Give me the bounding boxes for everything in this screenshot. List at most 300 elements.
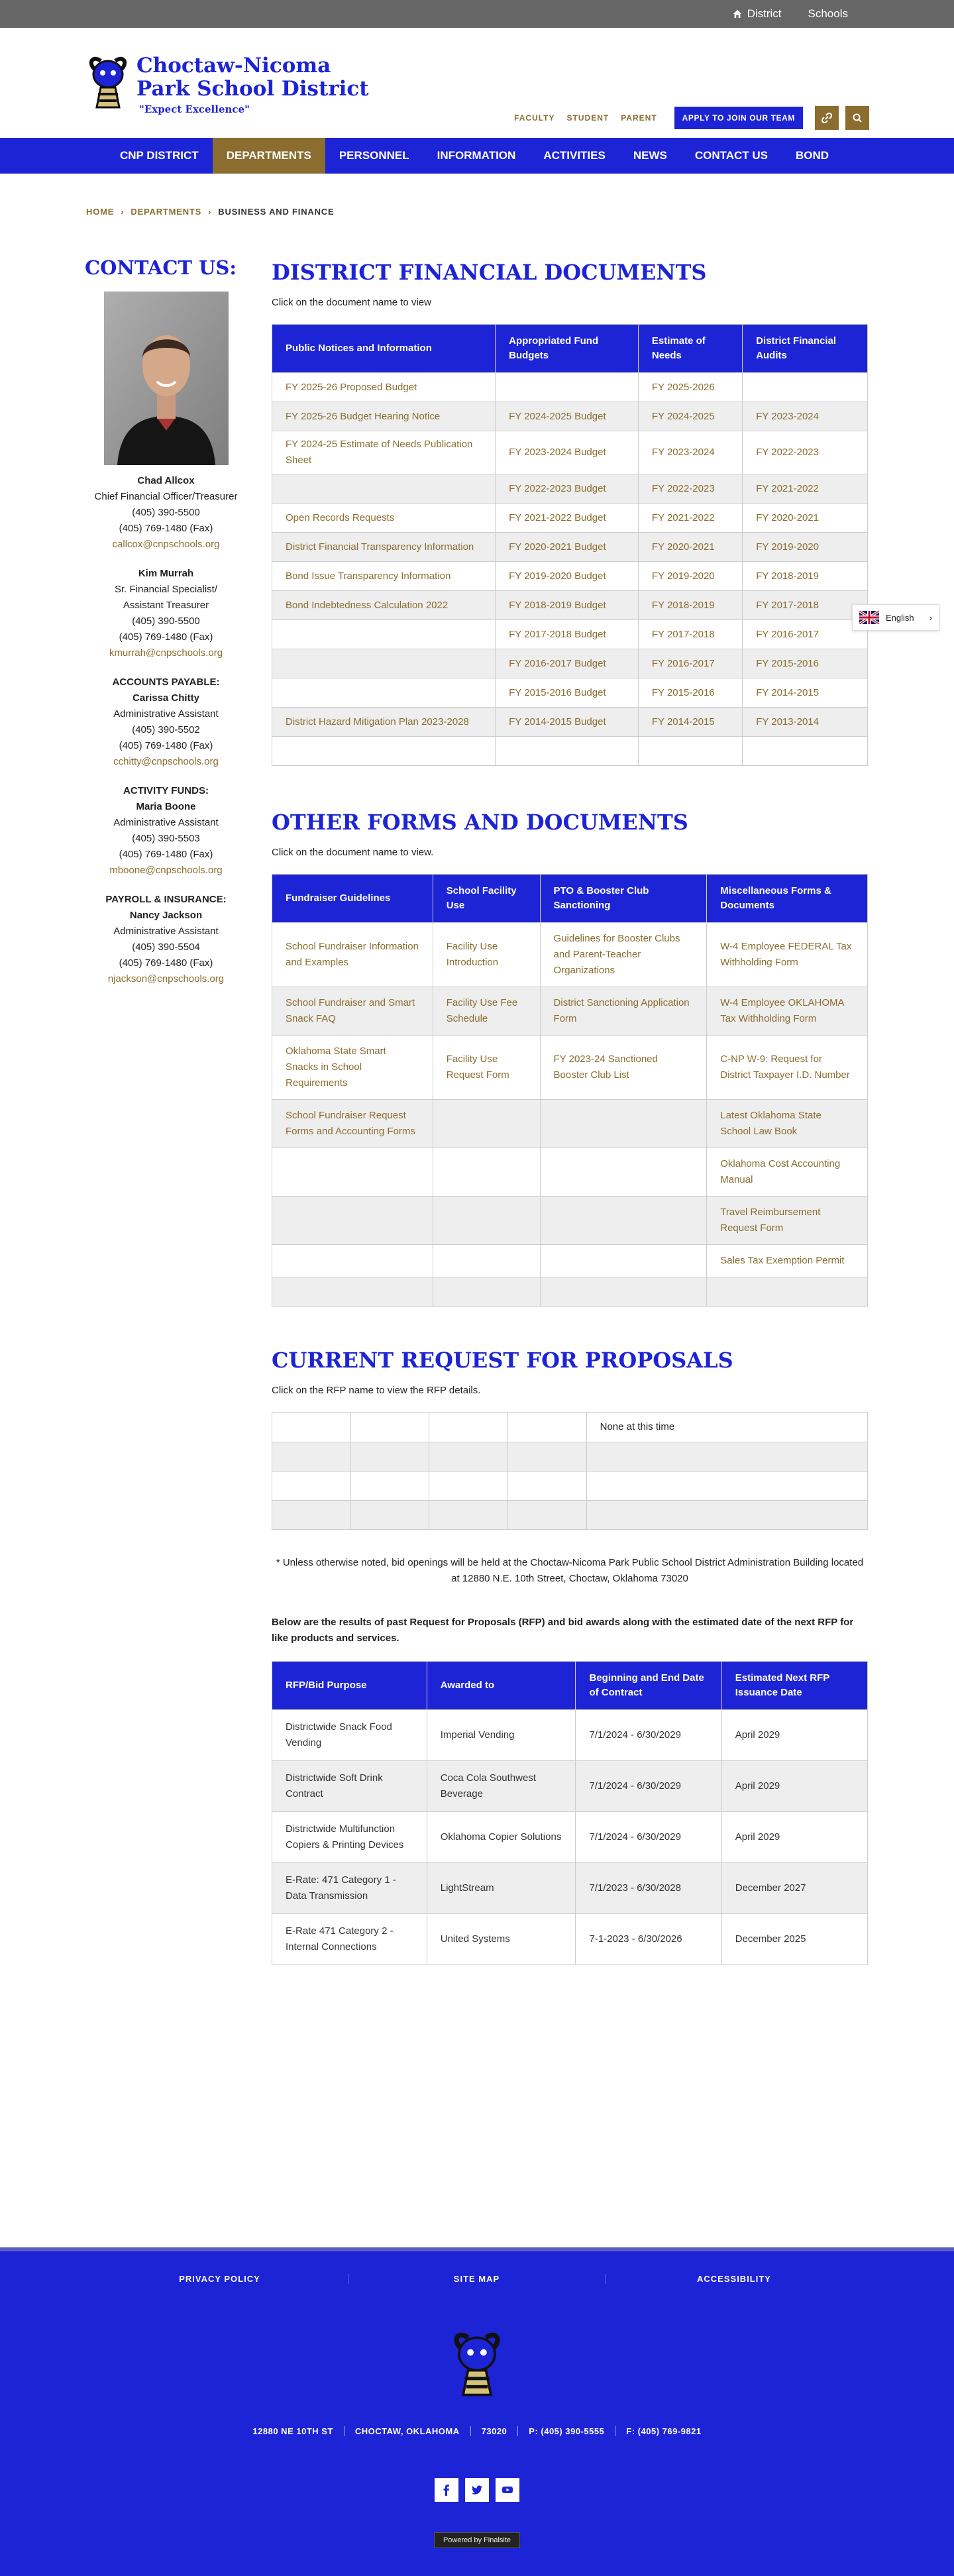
document-link[interactable]: FY 2021-2022 Budget [509,511,606,523]
financial-title: DISTRICT FINANCIAL DOCUMENTS [272,260,707,285]
table-cell [496,708,639,737]
chevron-right-icon: › [121,207,125,217]
document-link[interactable]: FY 2014-2015 [756,686,819,698]
table-cell [540,1036,707,1100]
footer-links [0,2251,954,2284]
table-cell [638,678,742,708]
table-row [272,987,868,1036]
table-cell [272,1245,433,1277]
table-row [272,1100,868,1148]
document-link[interactable]: FY 2016-2017 [651,657,715,669]
document-link[interactable]: FY 2017-2018 [756,599,819,611]
document-link[interactable]: FY 2015-2016 [756,657,819,669]
table-cell: Districtwide Snack Food Vending [272,1710,427,1761]
document-link[interactable]: Facility Use Request Form [446,1053,509,1081]
table-cell [496,591,639,620]
table-cell [707,1197,868,1245]
document-link[interactable]: School Fundraiser Request Forms and Accounting Forms [286,1110,415,1137]
table-cell [433,1277,540,1307]
contact-chad-allcox: Chad Allcox Chief Financial Officer/Treasurer (405) 390-5500 (405) 769-1480 (Fax) callcox@cnpschools.org [94,475,238,550]
uk-flag-icon [859,611,879,624]
table-cell [496,402,639,431]
rfp-title: CURRENT REQUEST FOR PROPOSALS [272,1348,733,1373]
document-link[interactable]: FY 2024-2025 [651,410,715,422]
table-row [272,1148,868,1197]
table-cell: 7/1/2024 - 6/30/2029 [576,1812,721,1863]
chevron-right-icon: › [208,207,212,217]
table-row [272,591,868,620]
table-cell: LightStream [427,1863,576,1914]
district-name-line1: Choctaw-Nicoma [136,54,331,78]
table-cell [638,708,742,737]
document-link[interactable]: FY 2016-2017 Budget [509,657,606,669]
nav-activities[interactable]: ACTIVITIES [543,149,606,162]
document-link[interactable]: Travel Reimbursement Request Form [720,1207,821,1234]
table-row [272,431,868,474]
table-cell [433,1036,540,1100]
document-link[interactable]: FY 2015-2016 Budget [509,686,606,698]
table-cell [707,987,868,1036]
document-link[interactable]: Oklahoma State Smart Snacks in School Requirements [286,1046,386,1089]
document-link[interactable]: FY 2019-2020 Budget [509,570,606,582]
table-cell [496,620,639,649]
email-link[interactable]: mboone@cnpschools.org [109,865,223,876]
table-cell: 7-1-2023 - 6/30/2026 [576,1914,721,1965]
table-row [272,923,868,987]
faculty-link[interactable]: FACULTY [514,113,555,123]
table-cell: Districtwide Multifunction Copiers & Printing Devices [272,1812,427,1863]
column-header: Estimated Next RFP Issuance Date [721,1662,867,1710]
table-cell: December 2025 [721,1914,867,1965]
main-nav [0,138,954,174]
table-cell [743,737,868,766]
table-cell [638,402,742,431]
header-actions [514,106,869,130]
table-cell [586,1442,867,1472]
past-bids-table [272,1661,868,1965]
youtube-button[interactable] [496,2478,519,2502]
table-cell [638,562,742,591]
document-link[interactable]: FY 2023-24 Sanctioned Booster Club List [553,1053,658,1081]
document-link[interactable]: Sales Tax Exemption Permit [720,1255,845,1266]
document-link[interactable]: Facility Use Introduction [446,941,499,968]
table-row [272,1277,868,1307]
document-link[interactable]: C-NP W-9: Request for District Taxpayer I.D. Number [720,1053,850,1081]
district-name-line2: Park School District [136,77,369,101]
table-cell [496,474,639,504]
table-cell [429,1472,508,1501]
table-cell [743,620,868,649]
table-cell: April 2029 [721,1812,867,1863]
student-link[interactable]: STUDENT [566,113,610,123]
table-cell [507,1442,586,1472]
document-link[interactable]: FY 2014-2015 [651,716,715,727]
table-cell: 7/1/2024 - 6/30/2029 [576,1710,721,1761]
schools-link[interactable]: Schools [808,7,848,20]
nav-contact-us[interactable]: CONTACT US [694,149,768,162]
table-cell [638,591,742,620]
footer-phone[interactable]: P: (405) 390-5555 [529,2426,605,2436]
document-link[interactable]: FY 2024-2025 Budget [509,410,606,422]
table-row [272,1472,868,1501]
table-cell [707,1245,868,1277]
table-cell [496,533,639,562]
table-cell [540,1197,707,1245]
table-cell [540,923,707,987]
document-link[interactable]: FY 2020-2021 Budget [509,541,606,553]
table-cell [272,1442,351,1472]
table-cell [433,1245,540,1277]
table-cell [429,1413,508,1442]
column-header: Awarded to [427,1662,576,1710]
column-header: Appropriated Fund Budgets [496,325,639,373]
table-cell [496,504,639,533]
email-link[interactable]: njackson@cnpschools.org [107,973,225,985]
table-cell [350,1472,429,1501]
document-link[interactable]: FY 2017-2018 Budget [509,628,606,640]
search-button[interactable] [845,106,869,130]
table-cell [540,1245,707,1277]
document-link[interactable]: FY 2015-2016 [651,686,715,698]
language-selector[interactable] [852,604,939,631]
financial-documents-table [272,324,868,766]
table-cell [638,620,742,649]
table-cell: United Systems [427,1914,576,1965]
table-cell [272,987,433,1036]
column-header: RFP/Bid Purpose [272,1662,427,1710]
document-link[interactable]: W-4 Employee OKLAHOMA Tax Withholding Form [720,997,844,1024]
mascot-logo-icon [85,54,131,111]
table-cell: E-Rate: 471 Category 1 - Data Transmission [272,1863,427,1914]
table-cell [638,737,742,766]
table-cell [507,1501,586,1530]
table-cell [496,431,639,474]
tagline: "Expect Excellence" [139,103,250,115]
powered-by-badge[interactable]: Powered by Finalsite [434,2532,520,2548]
footer-fax: F: (405) 769-9821 [626,2426,702,2436]
table-cell [496,562,639,591]
table-cell: E-Rate 471 Category 2 - Internal Connections [272,1914,427,1965]
document-link[interactable]: FY 2025-26 Proposed Budget [286,381,417,393]
privacy-policy-link[interactable]: PRIVACY POLICY [91,2274,348,2284]
table-cell [707,1277,868,1307]
table-row [272,1245,868,1277]
table-cell [433,1100,540,1148]
table-cell [272,1472,351,1501]
table-cell [638,431,742,474]
document-link[interactable]: FY 2023-2024 [756,410,819,422]
table-cell [707,923,868,987]
table-row [272,1501,868,1530]
table-row [272,1761,868,1812]
table-cell [272,402,496,431]
document-link[interactable]: FY 2024-25 Estimate of Needs Publication Sheet [286,439,473,466]
rfp-results-intro: Below are the results of past Request for Proposals (RFP) and bid awards along with the estimated date of the next RFP for like products and services. [272,1617,854,1644]
table-cell [707,1036,868,1100]
table-cell: December 2027 [721,1863,867,1914]
table-cell [496,737,639,766]
document-link[interactable]: FY 2018-2019 [651,599,715,611]
document-link[interactable]: FY 2022-2023 [756,447,819,458]
table-cell [272,1501,351,1530]
financial-subtitle: Click on the document name to view [272,297,431,308]
table-cell [433,987,540,1036]
table-cell [743,649,868,678]
document-link[interactable]: FY 2023-2024 Budget [509,447,606,458]
table-cell [507,1413,586,1442]
apply-button[interactable]: APPLY TO JOIN OUR TEAM [674,107,803,129]
contact-kim-murrah: Kim Murrah Sr. Financial Specialist/ Assistant Treasurer (405) 390-5500 (405) 769-1480 (Fax) kmurrah@cnpschools.org [109,568,223,659]
table-row [272,373,868,402]
table-cell [638,474,742,504]
document-link[interactable]: FY 2016-2017 [756,628,819,640]
document-link[interactable]: School Fundraiser Information and Examples [286,941,419,968]
main-content [272,260,868,1965]
table-cell [638,649,742,678]
email-link[interactable]: kmurrah@cnpschools.org [109,647,223,659]
table-row [272,504,868,533]
table-cell [272,737,496,766]
document-link[interactable]: District Sanctioning Application Form [553,997,690,1024]
sidebar-title: CONTACT US: [85,256,237,279]
nav-news[interactable]: NEWS [633,149,667,162]
column-header: Public Notices and Information [272,325,496,373]
column-header: PTO & Booster Club Sanctioning [540,875,707,923]
forms-subtitle: Click on the document name to view. [272,847,434,858]
document-link[interactable]: Oklahoma Cost Accounting Manual [720,1158,841,1185]
document-link[interactable]: W-4 Employee FEDERAL Tax Withholding Form [720,941,852,968]
table-cell [433,1148,540,1197]
breadcrumb [86,207,334,217]
table-cell [707,1100,868,1148]
table-cell [272,678,496,708]
table-cell [638,504,742,533]
table-cell [429,1442,508,1472]
page-body [0,174,954,2247]
table-cell [350,1501,429,1530]
table-row [272,1036,868,1100]
document-link[interactable]: FY 2013-2014 [756,716,819,727]
forms-title: OTHER FORMS AND DOCUMENTS [272,810,688,835]
table-cell: 7/1/2023 - 6/30/2028 [576,1863,721,1914]
table-cell [272,708,496,737]
search-icon [852,113,863,123]
site-map-link[interactable]: SITE MAP [348,2274,606,2284]
table-cell: April 2029 [721,1761,867,1812]
document-link[interactable]: FY 2025-26 Budget Hearing Notice [286,410,441,422]
table-row [272,402,868,431]
document-link[interactable]: FY 2018-2019 [756,570,819,582]
table-cell [540,1277,707,1307]
district-link[interactable]: District [733,7,782,21]
table-row [272,678,868,708]
table-row [272,1863,868,1914]
nav-personnel[interactable]: PERSONNEL [339,149,409,162]
table-row [272,620,868,649]
document-link[interactable]: District Hazard Mitigation Plan 2023-2028 [286,716,469,727]
table-cell [707,1148,868,1197]
table-cell [540,1100,707,1148]
table-cell [743,474,868,504]
table-cell [638,373,742,402]
site-header [0,28,954,138]
table-cell [272,1197,433,1245]
table-cell: April 2029 [721,1710,867,1761]
table-cell: Districtwide Soft Drink Contract [272,1761,427,1812]
mascot-logo-icon [445,2330,509,2400]
document-link[interactable]: Guidelines for Booster Clubs and Parent-Teacher Organizations [553,933,680,976]
staff-photo [104,292,229,465]
accessibility-link[interactable]: ACCESSIBILITY [697,2274,771,2284]
document-link[interactable]: Bond Issue Transparency Information [286,570,451,582]
table-row [272,737,868,766]
table-cell [272,649,496,678]
document-link[interactable]: FY 2017-2018 [651,628,715,640]
table-cell [272,1148,433,1197]
district-logo[interactable] [85,54,369,115]
table-cell [272,620,496,649]
table-cell [272,562,496,591]
table-cell [586,1501,867,1530]
table-cell [743,431,868,474]
nav-departments[interactable]: DEPARTMENTS [213,138,325,174]
table-cell: 7/1/2024 - 6/30/2029 [576,1761,721,1812]
table-cell [496,649,639,678]
table-row [272,1710,868,1761]
document-link[interactable]: FY 2022-2023 [651,482,715,494]
chevron-right-icon: › [929,612,932,623]
table-cell [272,591,496,620]
table-cell [743,562,868,591]
table-cell [433,923,540,987]
home-icon [733,9,742,19]
contact-payroll-insurance: PAYROLL & INSURANCE: Nancy Jackson Administrative Assistant (405) 390-5504 (405) 769-1480 (Fax) njackson@cnpschools.org [105,894,227,985]
table-cell [429,1501,508,1530]
nav-information[interactable]: INFORMATION [437,149,516,162]
table-cell [272,474,496,504]
document-link[interactable]: Facility Use Fee Schedule [446,997,518,1024]
table-cell [638,533,742,562]
breadcrumb-departments[interactable]: DEPARTMENTS [131,207,202,217]
document-link[interactable]: FY 2025-2026 [651,381,715,393]
table-cell [743,504,868,533]
document-link[interactable]: Bond Indebtedness Calculation 2022 [286,599,449,611]
nav-cnp-district[interactable]: CNP DISTRICT [120,149,199,162]
column-header: Miscellaneous Forms & Documents [707,875,868,923]
table-row [272,562,868,591]
facebook-button[interactable] [435,2478,458,2502]
utility-bar [0,0,954,28]
bid-opening-note: * Unless otherwise noted, bid openings will be held at the Choctaw-Nicoma Park Public School District Administration Building located at 12880 N.E. 10th Street, Choctaw, Oklahoma 73020 [276,1557,864,1584]
document-link[interactable]: FY 2020-2021 [756,511,819,523]
table-cell [433,1197,540,1245]
table-cell [272,1100,433,1148]
table-row [272,533,868,562]
footer-address: 12880 NE 10TH ST CHOCTAW, OKLAHOMA 73020 P: (405) 390-5555 F: (405) 769-9821 [252,2426,702,2436]
email-link[interactable]: cchitty@cnpschools.org [113,756,219,767]
document-link[interactable]: FY 2018-2019 Budget [509,599,606,611]
document-link[interactable]: District Financial Transparency Information [286,541,474,553]
table-row [272,474,868,504]
table-row [272,649,868,678]
column-header: School Facility Use [433,875,540,923]
facebook-icon [441,2484,452,2496]
contact-accounts-payable: ACCOUNTS PAYABLE: Carissa Chitty Administrative Assistant (405) 390-5502 (405) 769-1480 (Fax) cchitty@cnpschools.org [112,676,220,767]
table-row [272,1413,868,1442]
document-link[interactable]: FY 2022-2023 Budget [509,482,606,494]
contact-activity-funds: ACTIVITY FUNDS: Maria Boone Administrative Assistant (405) 390-5503 (405) 769-1480 (Fax) mboone@cnpschools.org [109,785,223,876]
table-row [272,1442,868,1472]
document-link[interactable]: FY 2023-2024 [651,447,715,458]
table-cell [272,1036,433,1100]
table-cell: Coca Cola Southwest Beverage [427,1761,576,1812]
rfp-subtitle: Click on the RFP name to view the RFP details. [272,1385,481,1396]
column-header: Estimate of Needs [638,325,742,373]
document-link[interactable]: FY 2021-2022 [756,482,819,494]
table-cell [507,1472,586,1501]
language-label: English [886,612,914,623]
breadcrumb-current: BUSINESS AND FINANCE [218,207,335,217]
parent-link[interactable]: PARENT [621,113,657,123]
table-cell [540,987,707,1036]
document-link[interactable]: FY 2019-2020 [651,570,715,582]
table-cell [743,591,868,620]
current-rfp-table [272,1412,868,1530]
table-cell: Imperial Vending [427,1710,576,1761]
twitter-icon [471,2484,483,2496]
table-cell [743,402,868,431]
column-header: Fundraiser Guidelines [272,875,433,923]
table-cell [743,678,868,708]
document-link[interactable]: FY 2019-2020 [756,541,819,553]
table-row [272,1812,868,1863]
table-cell [272,504,496,533]
table-cell [272,533,496,562]
contact-sidebar [85,256,247,1000]
document-link[interactable]: FY 2020-2021 [651,541,715,553]
youtube-icon [502,2484,513,2496]
quick-links-button[interactable] [815,106,839,130]
table-cell [540,1148,707,1197]
table-cell [272,1277,433,1307]
document-link[interactable]: School Fundraiser and Smart Snack FAQ [286,997,415,1024]
table-cell: None at this time [586,1413,867,1442]
document-link[interactable]: Open Records Requests [286,511,395,523]
forms-documents-table [272,874,868,1307]
social-links [0,2478,954,2502]
link-icon [822,113,832,123]
column-header: Beginning and End Date of Contract [576,1662,721,1710]
table-cell [586,1472,867,1501]
document-link[interactable]: Latest Oklahoma State School Law Book [720,1110,822,1137]
table-cell [272,373,496,402]
table-cell [743,373,868,402]
table-row [272,1914,868,1965]
document-link[interactable]: FY 2021-2022 [651,511,715,523]
table-cell [743,533,868,562]
table-row [272,708,868,737]
table-cell [272,431,496,474]
twitter-button[interactable] [465,2478,489,2502]
table-cell [496,678,639,708]
document-link[interactable]: FY 2014-2015 Budget [509,716,606,727]
nav-bond[interactable]: BOND [796,149,829,162]
table-cell [272,1413,351,1442]
breadcrumb-home[interactable]: HOME [86,207,115,217]
email-link[interactable]: callcox@cnpschools.org [112,539,220,550]
table-row [272,1197,868,1245]
table-cell [350,1413,429,1442]
